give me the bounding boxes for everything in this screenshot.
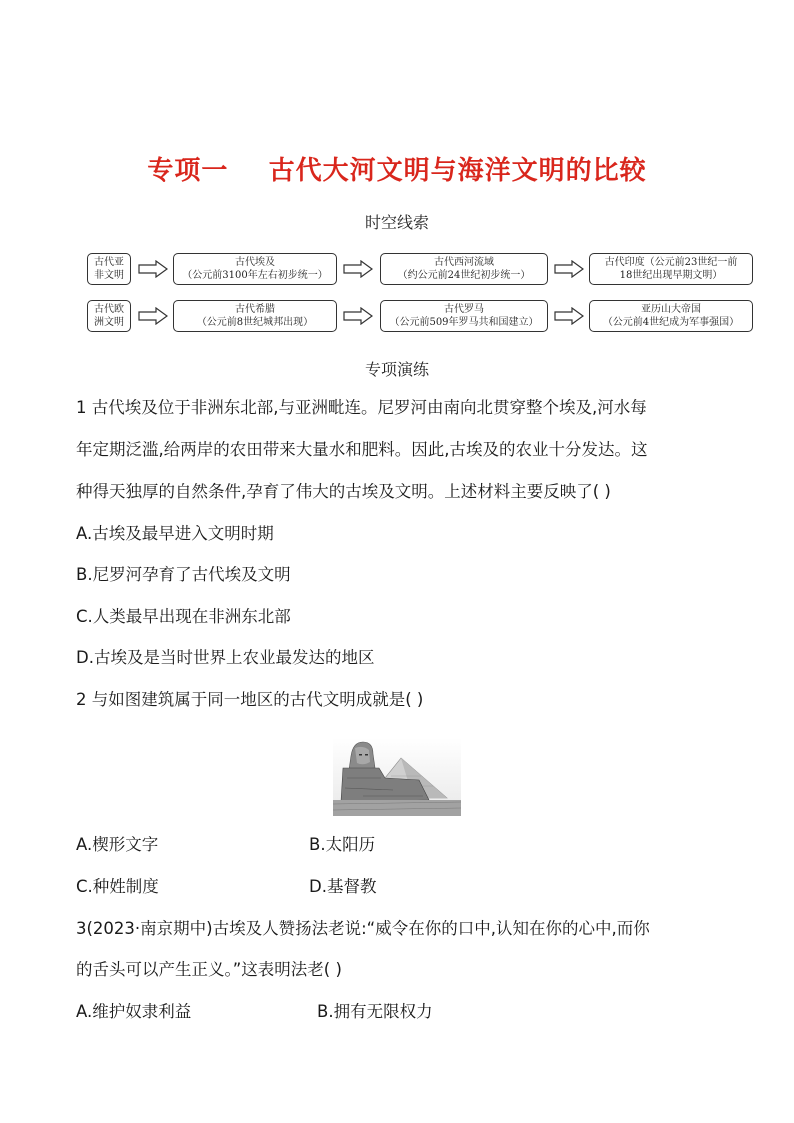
question-2-stem: 2 与如图建筑属于同一地区的古代文明成就是( ) [76, 690, 424, 709]
q2-option-d[interactable]: D.基督教 [309, 877, 377, 896]
practice-heading: 专项演练 [364, 360, 429, 379]
timeline-row-europe [87, 300, 757, 334]
q3-option-b[interactable]: B.拥有无限权力 [317, 1002, 433, 1021]
q2-option-a[interactable]: A.楔形文字 [76, 835, 159, 854]
page-title: 专项一 古代大河文明与海洋文明的比较 [147, 156, 647, 186]
question-3-line: 的舌头可以产生正义。”这表明法老( ) [76, 960, 342, 979]
q1-option-d[interactable]: D.古埃及是当时世界上农业最发达的地区 [76, 648, 375, 667]
sphinx-pyramid-image [333, 738, 461, 816]
arrow-right-icon [343, 307, 373, 325]
q1-option-b[interactable]: B.尼罗河孕育了古代埃及文明 [76, 565, 291, 584]
question-3-line: 3(2023·南京期中)古埃及人赞扬法老说:“威令在你的口中,认知在你的心中,而你 [76, 919, 650, 938]
timeline-heading: 时空线索 [364, 213, 429, 232]
timeline-box-two-rivers: 古代西河流域 （约公元前24世纪初步统一） [380, 253, 548, 285]
question-1-line: 种得天独厚的自然条件,孕育了伟大的古埃及文明。上述材料主要反映了( ) [76, 482, 611, 501]
q3-option-a[interactable]: A.维护奴隶利益 [76, 1002, 192, 1021]
q1-option-c[interactable]: C.人类最早出现在非洲东北部 [76, 607, 291, 626]
timeline-box-greece: 古代希腊 （公元前8世纪城邦出现） [173, 300, 337, 332]
timeline-box-rome: 古代罗马 （公元前509年罗马共和国建立） [380, 300, 548, 332]
timeline-label: 古代亚 非文明 [87, 253, 131, 285]
timeline-box-india: 古代印度（公元前23世纪一前 18世纪出现早期文明） [589, 253, 753, 285]
q1-option-a[interactable]: A.古埃及最早进入文明时期 [76, 524, 274, 543]
arrow-right-icon [554, 307, 584, 325]
arrow-right-icon [554, 260, 584, 278]
timeline-box-egypt: 古代埃及 （公元前3100年左右初步统一） [173, 253, 337, 285]
timeline-box-alexander: 亚历山大帝国 （公元前4世纪成为军事强国） [589, 300, 753, 332]
question-1-line: 1 古代埃及位于非洲东北部,与亚洲毗连。尼罗河由南向北贯穿整个埃及,河水每 [76, 398, 647, 417]
timeline-label: 古代欧 洲文明 [87, 300, 131, 332]
arrow-right-icon [343, 260, 373, 278]
question-1-line: 年定期泛滥,给两岸的农田带来大量水和肥料。因此,古埃及的农业十分发达。这 [76, 440, 648, 459]
arrow-right-icon [138, 260, 168, 278]
timeline-row-asia-africa [87, 253, 757, 287]
arrow-right-icon [138, 307, 168, 325]
q2-option-c[interactable]: C.种姓制度 [76, 877, 159, 896]
q2-option-b[interactable]: B.太阳历 [309, 835, 376, 854]
